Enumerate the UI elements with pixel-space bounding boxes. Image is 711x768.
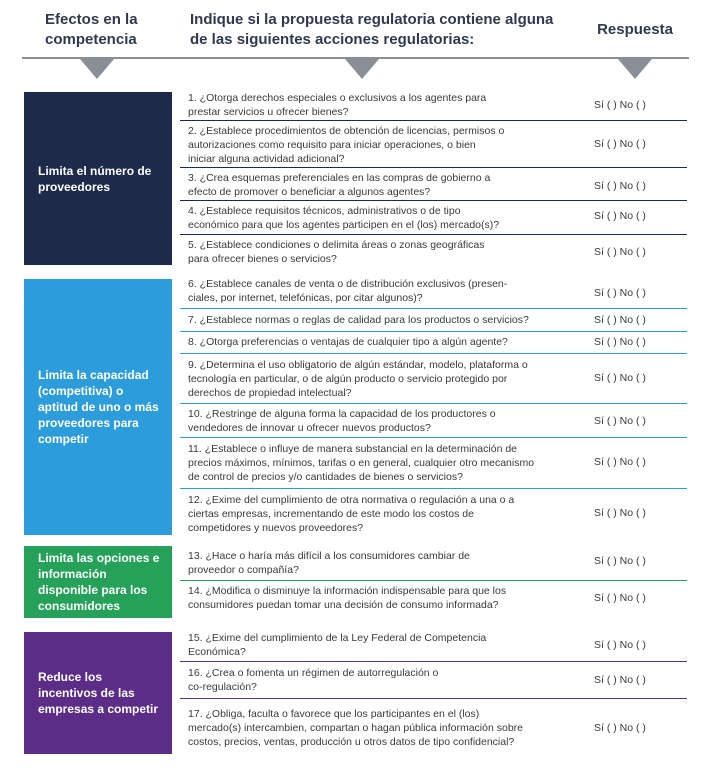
question-row [180,309,687,331]
answer-choice[interactable]: Sí ( ) No ( ) [594,314,646,326]
answer-choice[interactable]: Sí ( ) No ( ) [594,639,646,651]
question-text: 17. ¿Obliga, faculta o favorece que los participantes en el (los) mercado(s) intercambien, compartan o hagan pública información sobre costos, precios, ventas, producción u otros datos de tipo confidencial? [188,708,524,748]
question-row [180,489,687,537]
column-header-effects: Efectos en la competencia [45,11,138,48]
answer-choice[interactable]: Sí ( ) No ( ) [594,456,646,468]
category-block-incentivos [24,632,172,754]
question-row [180,662,687,698]
answer-choice[interactable]: Sí ( ) No ( ) [594,674,646,686]
question-row [180,354,687,403]
triangle-down-icon [345,59,379,79]
question-text: 5. ¿Establece condiciones o delimita áreas o zonas geográficas para ofrecer bienes o servicios? [188,239,485,265]
question-row [180,168,687,200]
question-text: 6. ¿Establece canales de venta o de distribución exclusivos (presen- ciales, por internet, telefónicas, por citar algunos)? [188,278,508,304]
question-row [180,438,687,488]
question-row [180,201,687,234]
question-row [180,90,687,120]
question-row [180,546,687,580]
column-header-response: Respuesta [597,21,673,38]
category-label: Limita las opciones e información disponible para los consumidores [38,551,160,613]
column-header-actions: Indique si la propuesta regulatoria contiene alguna de las siguientes acciones regulatorias: [190,11,554,48]
answer-choice[interactable]: Sí ( ) No ( ) [594,555,646,567]
question-text: 7. ¿Establece normas o reglas de calidad para los productos o servicios? [188,314,529,326]
question-row [180,581,687,617]
question-text: 10. ¿Restringe de alguna forma la capacidad de los productores o vendedores de innovar u ofrecer nuevos productos? [188,408,496,434]
category-label: Limita la capacidad (competitiva) o aptitud de uno o más proveedores para competir [38,368,159,446]
question-row [180,235,687,266]
question-text: 1. ¿Otorga derechos especiales o exclusivos a los agentes para prestar servicios u ofrecer bienes? [188,92,487,118]
question-text: 13. ¿Hace o haría más difícil a los consumidores cambiar de proveedor o compañía? [188,550,470,576]
question-text: 11. ¿Establece o influye de manera substancial en la determinación de precios máximos, mínimos, tarifas o en general, cualquier otro mecanismo de control de precios y/o cantidades de bienes o servicios? [188,443,535,483]
answer-choice[interactable]: Sí ( ) No ( ) [594,180,646,192]
question-text: 4. ¿Establece requisitos técnicos, administrativos o de tipo económico para que los agentes participen en el (los) mercado(s)? [188,205,500,231]
question-text: 12. ¿Exime del cumplimiento de otra normativa o regulación a una o a ciertas empresas, incrementando de este modo los costos de competidores y nuevos proveedores? [188,494,515,534]
question-text: 8. ¿Otorga preferencias o ventajas de cualquier tipo a algún agente? [188,336,508,348]
triangle-down-icon [618,59,652,79]
question-row [180,404,687,437]
category-block-capacidad [24,279,172,535]
answer-choice[interactable]: Sí ( ) No ( ) [594,138,646,150]
question-row [180,332,687,353]
answer-choice[interactable]: Sí ( ) No ( ) [594,592,646,604]
question-text: 14. ¿Modifica o disminuye la información indispensable para que los consumidores puedan tomar una decisión de consumo informada? [188,585,507,611]
category-block-consumidores [24,546,172,618]
answer-choice[interactable]: Sí ( ) No ( ) [594,336,646,348]
question-row [180,628,687,661]
question-text: 2. ¿Establece procedimientos de obtención de licencias, permisos o autorizaciones como requisito para iniciar operaciones, o bien iniciar alguna actividad adicional? [188,125,505,165]
triangle-down-icon [80,59,114,79]
answer-choice[interactable]: Sí ( ) No ( ) [594,210,646,222]
question-text: 3. ¿Crea esquemas preferenciales en las compras de gobierno a efecto de promover o beneficiar a algunos agentes? [188,172,491,198]
question-text: 9. ¿Determina el uso obligatorio de algún estándar, modelo, plataforma o tecnología en particular, o de algún producto o servicio protegido por derechos de propiedad intelectual? [188,359,528,399]
answer-choice[interactable]: Sí ( ) No ( ) [594,415,646,427]
question-text: 15. ¿Exime del cumplimiento de la Ley Federal de Competencia Económica? [188,632,487,658]
answer-choice[interactable]: Sí ( ) No ( ) [594,287,646,299]
answer-choice[interactable]: Sí ( ) No ( ) [594,246,646,258]
question-row [180,699,687,755]
answer-choice[interactable]: Sí ( ) No ( ) [594,722,646,734]
category-label: Reduce los incentivos de las empresas a competir [38,670,159,716]
question-row [180,121,687,167]
answer-choice[interactable]: Sí ( ) No ( ) [594,507,646,519]
category-label: Limita el número de proveedores [38,163,152,194]
answer-choice[interactable]: Sí ( ) No ( ) [594,372,646,384]
question-text: 16. ¿Crea o fomenta un régimen de autorregulación o co-regulación? [188,667,439,693]
category-block-proveedores [24,92,172,265]
answer-choice[interactable]: Sí ( ) No ( ) [594,99,646,111]
question-row [180,276,687,308]
